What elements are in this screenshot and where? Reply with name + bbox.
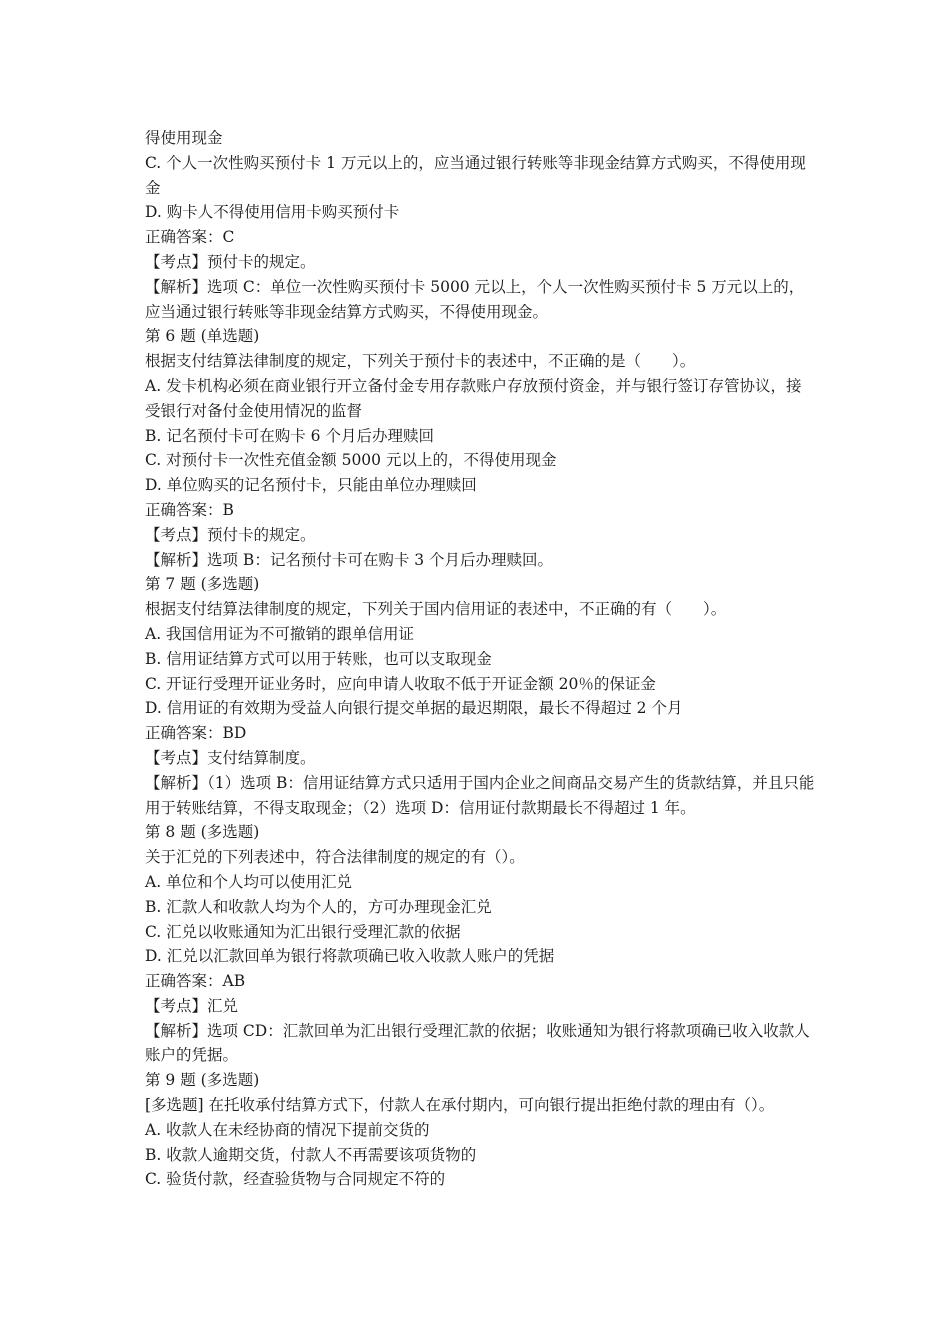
text-line: 得使用现金 bbox=[145, 129, 223, 147]
question-title-8: 第 8 题 (多选题) bbox=[145, 823, 260, 842]
option-b: B. 收款人逾期交货，付款人不再需要该项货物的 bbox=[145, 1145, 477, 1164]
option-b: B. 信用证结算方式可以用于转账，也可以支取现金 bbox=[145, 649, 492, 668]
option-c: C. 验货付款，经查验货物与合同规定不符的 bbox=[145, 1170, 446, 1189]
option-a: A. 收款人在未经协商的情况下提前交货的 bbox=[145, 1120, 430, 1139]
question-stem-9: [多选题] 在托收承付结算方式下，付款人在承付期内，可向银行提出拒绝付款的理由有（）。 bbox=[145, 1096, 775, 1115]
correct-answer: 正确答案：AB bbox=[145, 972, 246, 991]
question-stem-7: 根据支付结算法律制度的规定，下列关于国内信用证的表述中，不正确的有（ ）。 bbox=[145, 600, 727, 619]
option-b: B. 汇款人和收款人均为个人的，方可办理现金汇兑 bbox=[145, 897, 492, 916]
correct-answer: 正确答案：BD bbox=[145, 724, 247, 743]
option-b: B. 记名预付卡可在购卡 6 个月后办理赎回 bbox=[145, 426, 434, 445]
key-point: 【考点】支付结算制度。 bbox=[145, 748, 316, 767]
explanation: 【解析】选项 CD：汇款回单为汇出银行受理汇款的依据；收账通知为银行将款项确已收入收款人账户的凭据。 bbox=[145, 1021, 810, 1065]
option-c: C. 对预付卡一次性充值金额 5000 元以上的，不得使用现金 bbox=[145, 451, 557, 470]
option-c: C. 个人一次性购买预付卡 1 万元以上的，应当通过银行转账等非现金结算方式购买，不得使用现金 bbox=[145, 153, 806, 197]
option-c: C. 汇兑以收账通知为汇出银行受理汇款的依据 bbox=[145, 922, 461, 941]
question-title-6: 第 6 题 (单选题) bbox=[145, 327, 260, 346]
option-d: D. 单位购买的记名预付卡，只能由单位办理赎回 bbox=[145, 476, 477, 495]
correct-answer: 正确答案：B bbox=[145, 500, 234, 519]
option-a: A. 单位和个人均可以使用汇兑 bbox=[145, 872, 353, 891]
question-stem-6: 根据支付结算法律制度的规定，下列关于预付卡的表述中，不正确的是（ ）。 bbox=[145, 352, 696, 371]
document-body bbox=[145, 126, 815, 1192]
option-d: D. 购卡人不得使用信用卡购买预付卡 bbox=[145, 203, 400, 222]
key-point: 【考点】预付卡的规定。 bbox=[145, 252, 316, 271]
question-title-7: 第 7 题 (多选题) bbox=[145, 575, 260, 594]
correct-answer: 正确答案：C bbox=[145, 228, 235, 247]
explanation: 【解析】选项 C：单位一次性购买预付卡 5000 元以上，个人一次性购买预付卡 5 万元以上的，应当通过银行转账等非现金结算方式购买，不得使用现金。 bbox=[145, 277, 805, 321]
explanation: 【解析】（1）选项 B：信用证结算方式只适用于国内企业之间商品交易产生的货款结算，并且只能用于转账结算，不得支取现金；（2）选项 D：信用证付款期最长不得超过 1 年。 bbox=[145, 773, 815, 817]
key-point: 【考点】汇兑 bbox=[145, 996, 239, 1015]
explanation: 【解析】选项 B：记名预付卡可在购卡 3 个月后办理赎回。 bbox=[145, 550, 554, 569]
question-stem-8: 关于汇兑的下列表述中，符合法律制度的规定的有（）。 bbox=[145, 848, 525, 867]
key-point: 【考点】预付卡的规定。 bbox=[145, 525, 316, 544]
option-d: D. 汇兑以汇款回单为银行将款项确已收入收款人账户的凭据 bbox=[145, 947, 555, 966]
option-d: D. 信用证的有效期为受益人向银行提交单据的最迟期限，最长不得超过 2 个月 bbox=[145, 699, 683, 718]
option-a: A. 发卡机构必须在商业银行开立备付金专用存款账户存放预付资金，并与银行签订存管协议，接受银行对备付金使用情况的监督 bbox=[145, 376, 802, 420]
option-c: C. 开证行受理开证业务时，应向申请人收取不低于开证金额 20％的保证金 bbox=[145, 674, 656, 693]
question-title-9: 第 9 题 (多选题) bbox=[145, 1071, 260, 1090]
option-a: A. 我国信用证为不可撤销的跟单信用证 bbox=[145, 624, 415, 643]
